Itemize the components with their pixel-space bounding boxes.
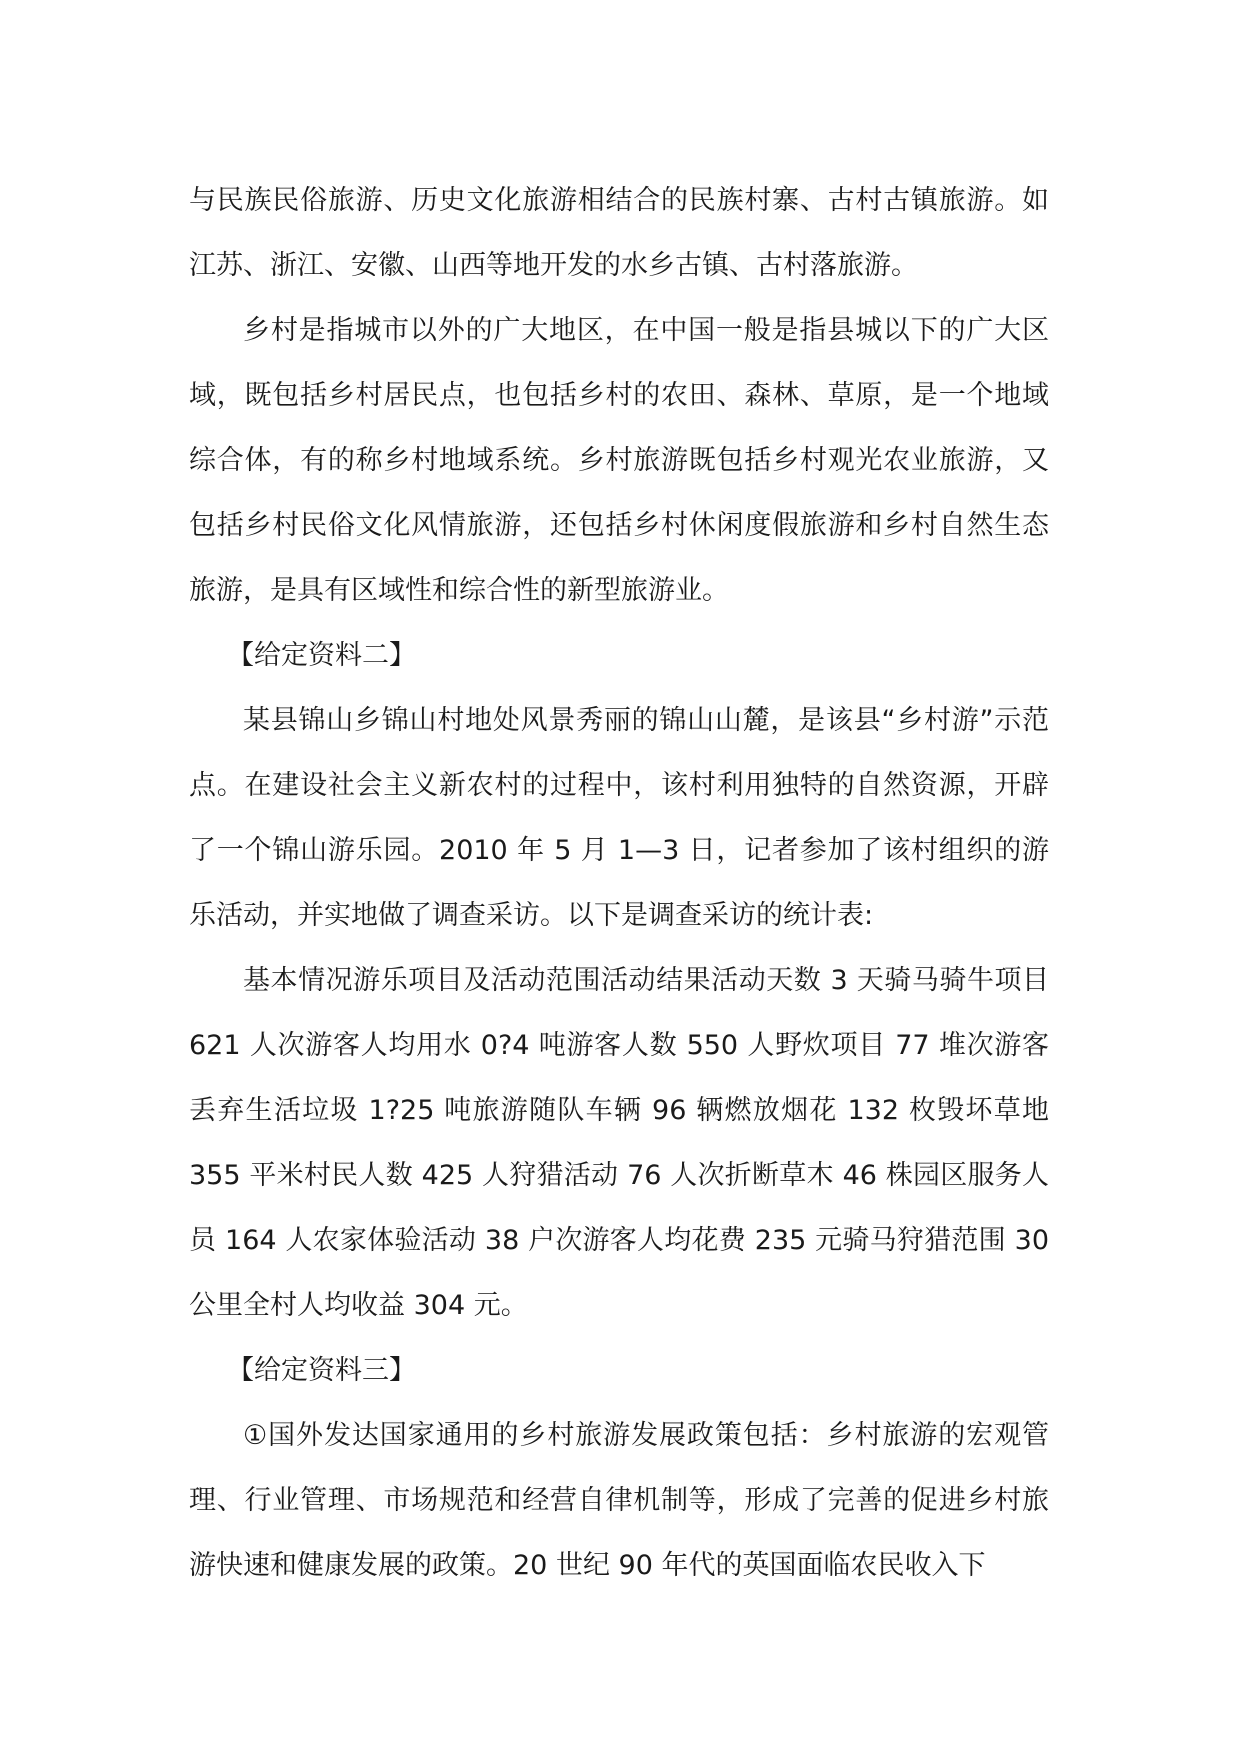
paragraph-continued: 与民族民俗旅游、历史文化旅游相结合的民族村寨、古村古镇旅游。如江苏、浙江、安徽、山西等地开发的水乡古镇、古村落旅游。 bbox=[189, 185, 1049, 281]
document-body bbox=[189, 168, 1049, 1598]
paragraph-jinshan-village: 某县锦山乡锦山村地处风景秀丽的锦山山麓，是该县“乡村游”示范点。在建设社会主义新农村的过程中，该村利用独特的自然资源，开辟了一个锦山游乐园。2010 年 5 月 1—3 日，记者参加了该村组织的游乐活动，并实地做了调查采访。以下是调查采访的统计表: bbox=[189, 705, 1049, 931]
paragraph-foreign-policy: ①国外发达国家通用的乡村旅游发展政策包括：乡村旅游的宏观管理、行业管理、市场规范和经营自律机制等，形成了完善的促进乡村旅游快速和健康发展的政策。20 世纪 90 年代的英国面临农民收入下 bbox=[189, 1420, 1049, 1581]
section-heading-material-three: 【给定资料三】 bbox=[227, 1355, 416, 1386]
paragraph-statistics: 基本情况游乐项目及活动范围活动结果活动天数 3 天骑马骑牛项目 621 人次游客人均用水 0?4 吨游客人数 550 人野炊项目 77 堆次游客丢弃生活垃圾 1?25 吨旅游随队车辆 96 辆燃放烟花 132 枚毁坏草地 355 平米村民人数 425 人狩猎活动 76 人次折断草木 46 株园区服务人员 164 人农家体验活动 38 户次游客人均花费 235 元骑马狩猎范围 30 公里全村人均收益 304 元。 bbox=[189, 965, 1049, 1321]
section-heading-material-two: 【给定资料二】 bbox=[227, 640, 416, 671]
paragraph-rural-definition: 乡村是指城市以外的广大地区，在中国一般是指县城以下的广大区域，既包括乡村居民点，也包括乡村的农田、森林、草原，是一个地域综合体，有的称乡村地域系统。乡村旅游既包括乡村观光农业旅游，又包括乡村民俗文化风情旅游，还包括乡村休闲度假旅游和乡村自然生态旅游，是具有区域性和综合性的新型旅游业。 bbox=[189, 315, 1049, 606]
